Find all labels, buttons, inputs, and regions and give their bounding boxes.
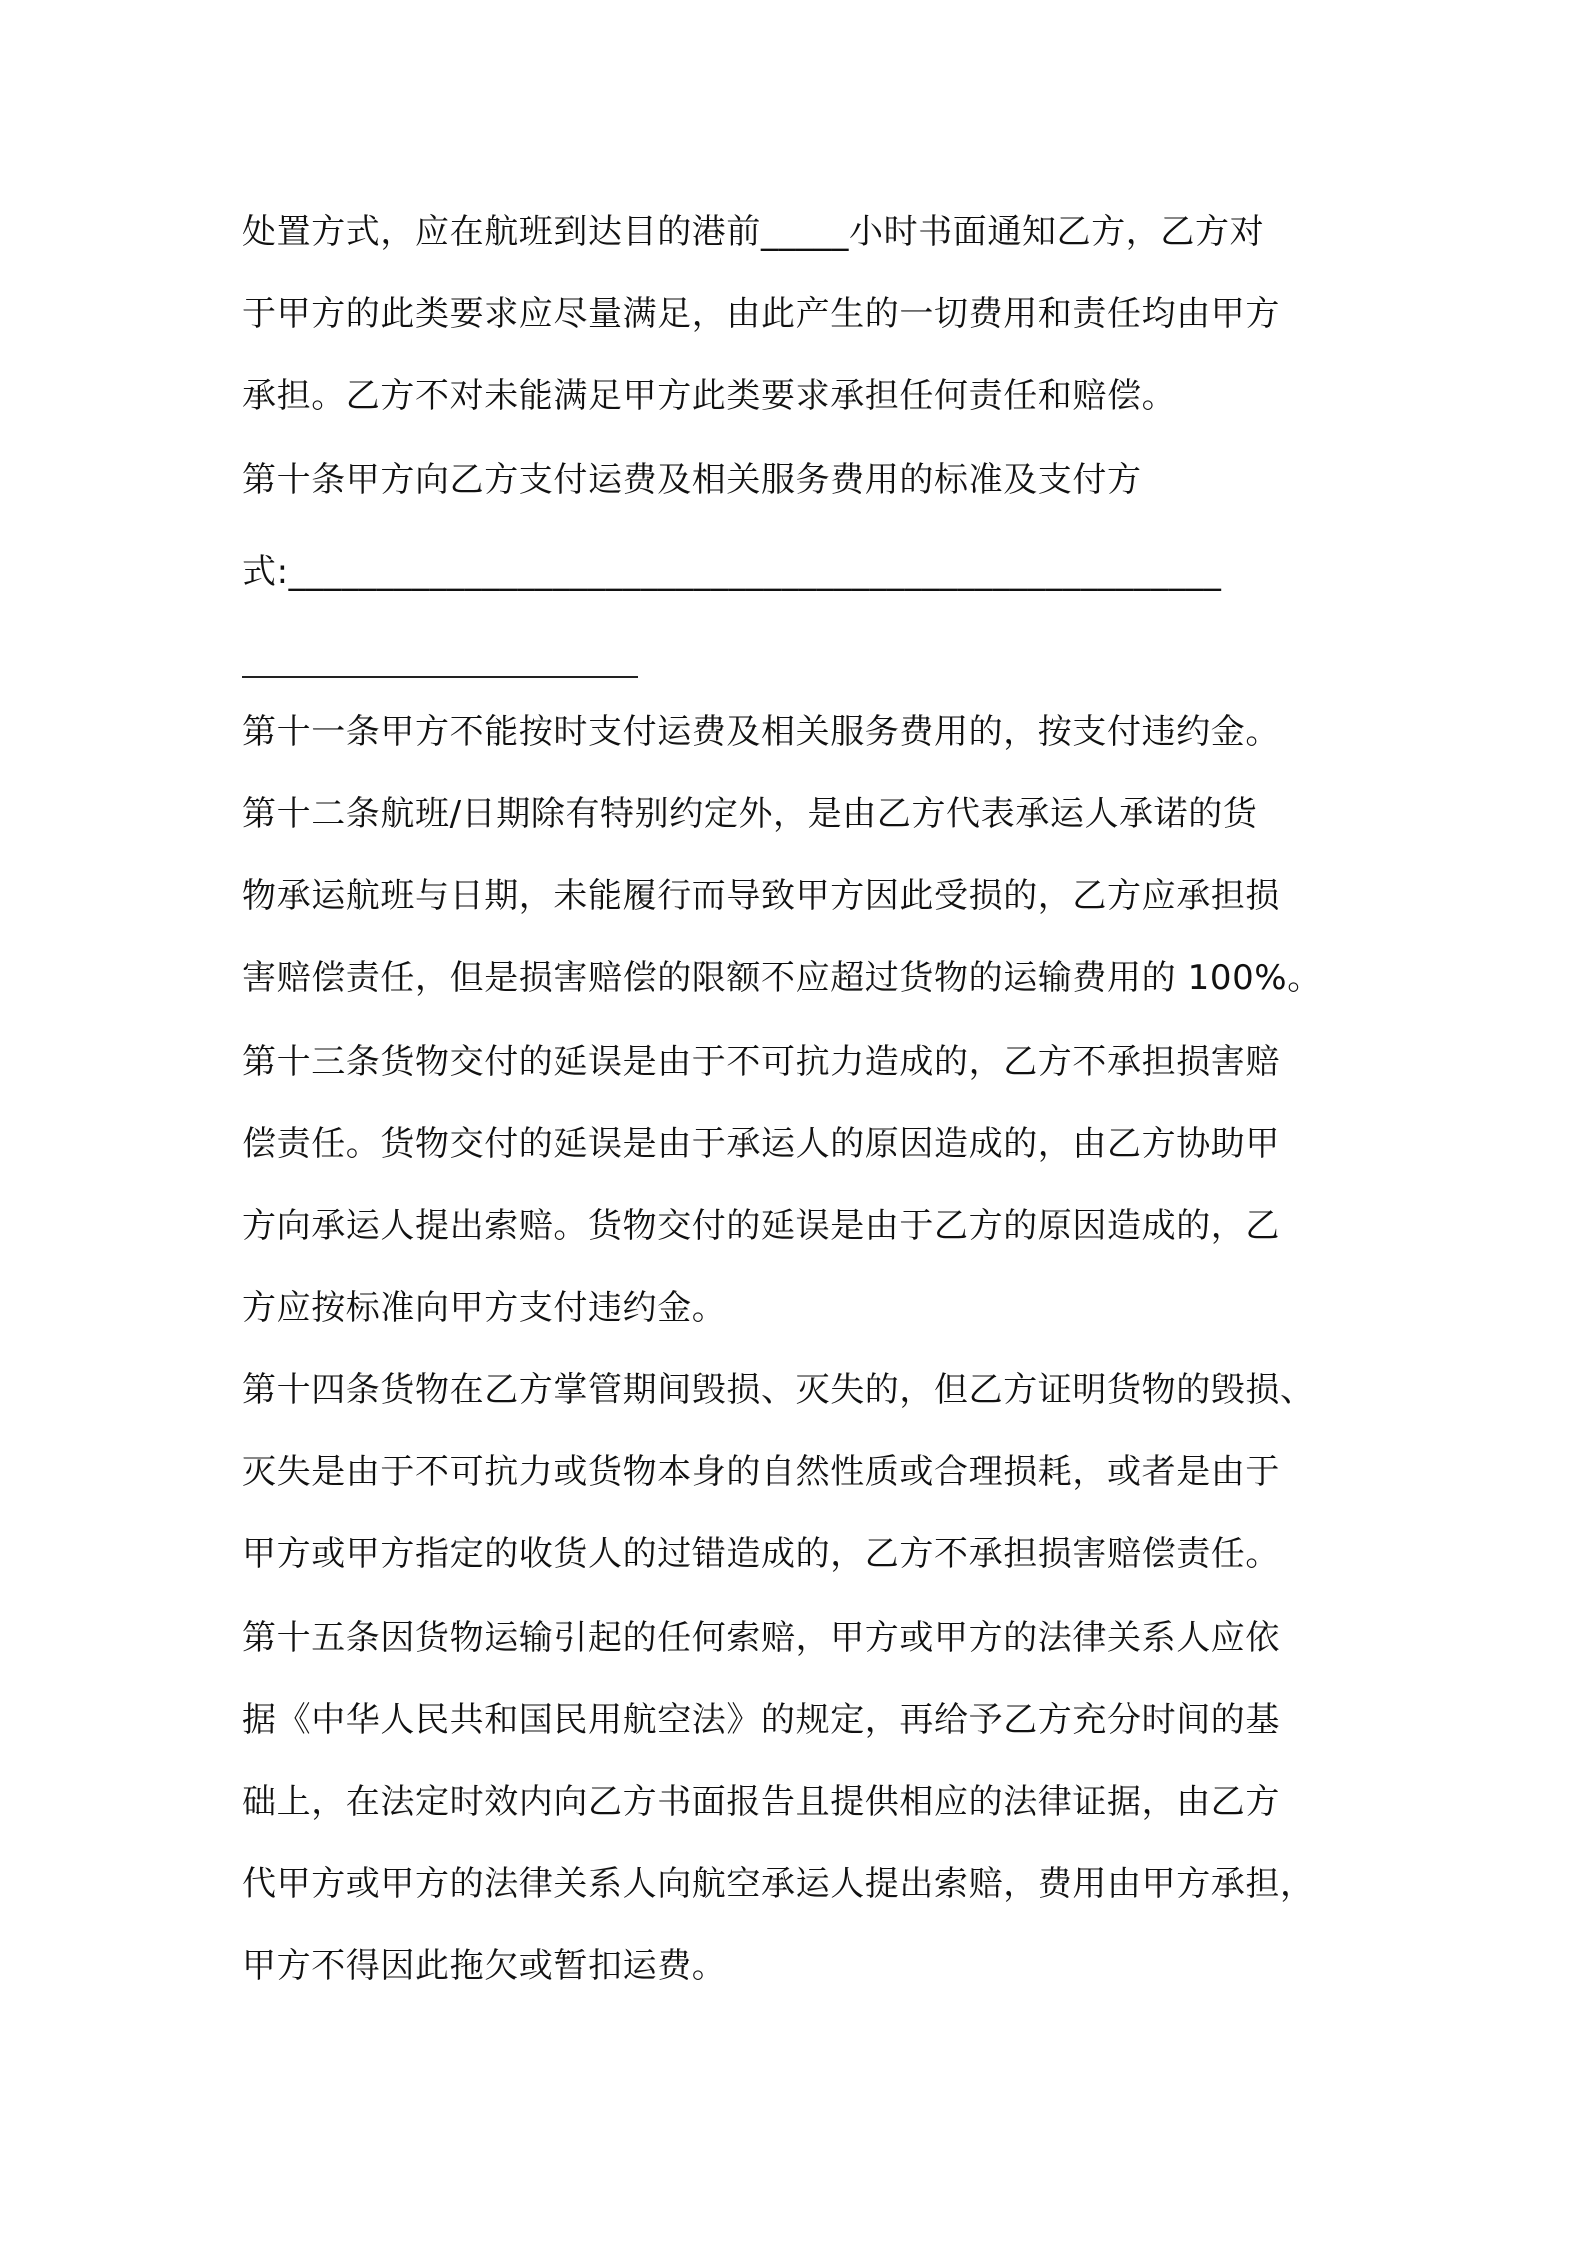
text-line: 第十条甲方向乙方支付运费及相关服务费用的标准及支付方 bbox=[242, 460, 1142, 500]
text-line: 第十二条航班/日期除有特别约定外，是由乙方代表承运人承诺的货 bbox=[242, 794, 1258, 834]
text-line: 灭失是由于不可抗力或货物本身的自然性质或合理损耗，或者是由于 bbox=[242, 1452, 1280, 1492]
text-line: 第十四条货物在乙方掌管期间毁损、灭失的，但乙方证明货物的毁损、 bbox=[242, 1370, 1315, 1410]
text-line: 据《中华人民共和国民用航空法》的规定，再给予乙方充分时间的基 bbox=[242, 1700, 1280, 1740]
text-line: 方向承运人提出索赔。货物交付的延误是由于乙方的原因造成的，乙 bbox=[242, 1206, 1280, 1246]
text-line: 础上，在法定时效内向乙方书面报告且提供相应的法律证据，由乙方 bbox=[242, 1782, 1280, 1822]
text-line: 第十一条甲方不能按时支付运费及相关服务费用的，按支付违约金。 bbox=[242, 712, 1280, 752]
text-line: 于甲方的此类要求应尽量满足，由此产生的一切费用和责任均由甲方 bbox=[242, 294, 1280, 334]
text-line: 处置方式，应在航班到达目的港前_____小时书面通知乙方，乙方对 bbox=[242, 212, 1265, 252]
text-line: 偿责任。货物交付的延误是由于承运人的原因造成的，由乙方协助甲 bbox=[242, 1124, 1280, 1164]
text-line: 甲方不得因此拖欠或暂扣运费。 bbox=[242, 1946, 727, 1986]
text-line: 甲方或甲方指定的收货人的过错造成的，乙方不承担损害赔偿责任。 bbox=[242, 1534, 1280, 1574]
text-line: 第十三条货物交付的延误是由于不可抗力造成的，乙方不承担损害赔 bbox=[242, 1042, 1280, 1082]
text-line: 方应按标准向甲方支付违约金。 bbox=[242, 1288, 727, 1328]
text-line: 式:_____________________________________________________ bbox=[242, 552, 1222, 592]
text-line: 代甲方或甲方的法律关系人向航空承运人提出索赔，费用由甲方承担， bbox=[242, 1864, 1315, 1904]
text-line: 害赔偿责任，但是损害赔偿的限额不应超过货物的运输费用的 100%。 bbox=[242, 958, 1322, 998]
text-line: 第十五条因货物运输引起的任何索赔，甲方或甲方的法律关系人应依 bbox=[242, 1618, 1280, 1658]
blank-fill-line bbox=[242, 676, 638, 678]
text-line: 物承运航班与日期，未能履行而导致甲方因此受损的，乙方应承担损 bbox=[242, 876, 1280, 916]
text-line: 承担。乙方不对未能满足甲方此类要求承担任何责任和赔偿。 bbox=[242, 376, 1177, 416]
